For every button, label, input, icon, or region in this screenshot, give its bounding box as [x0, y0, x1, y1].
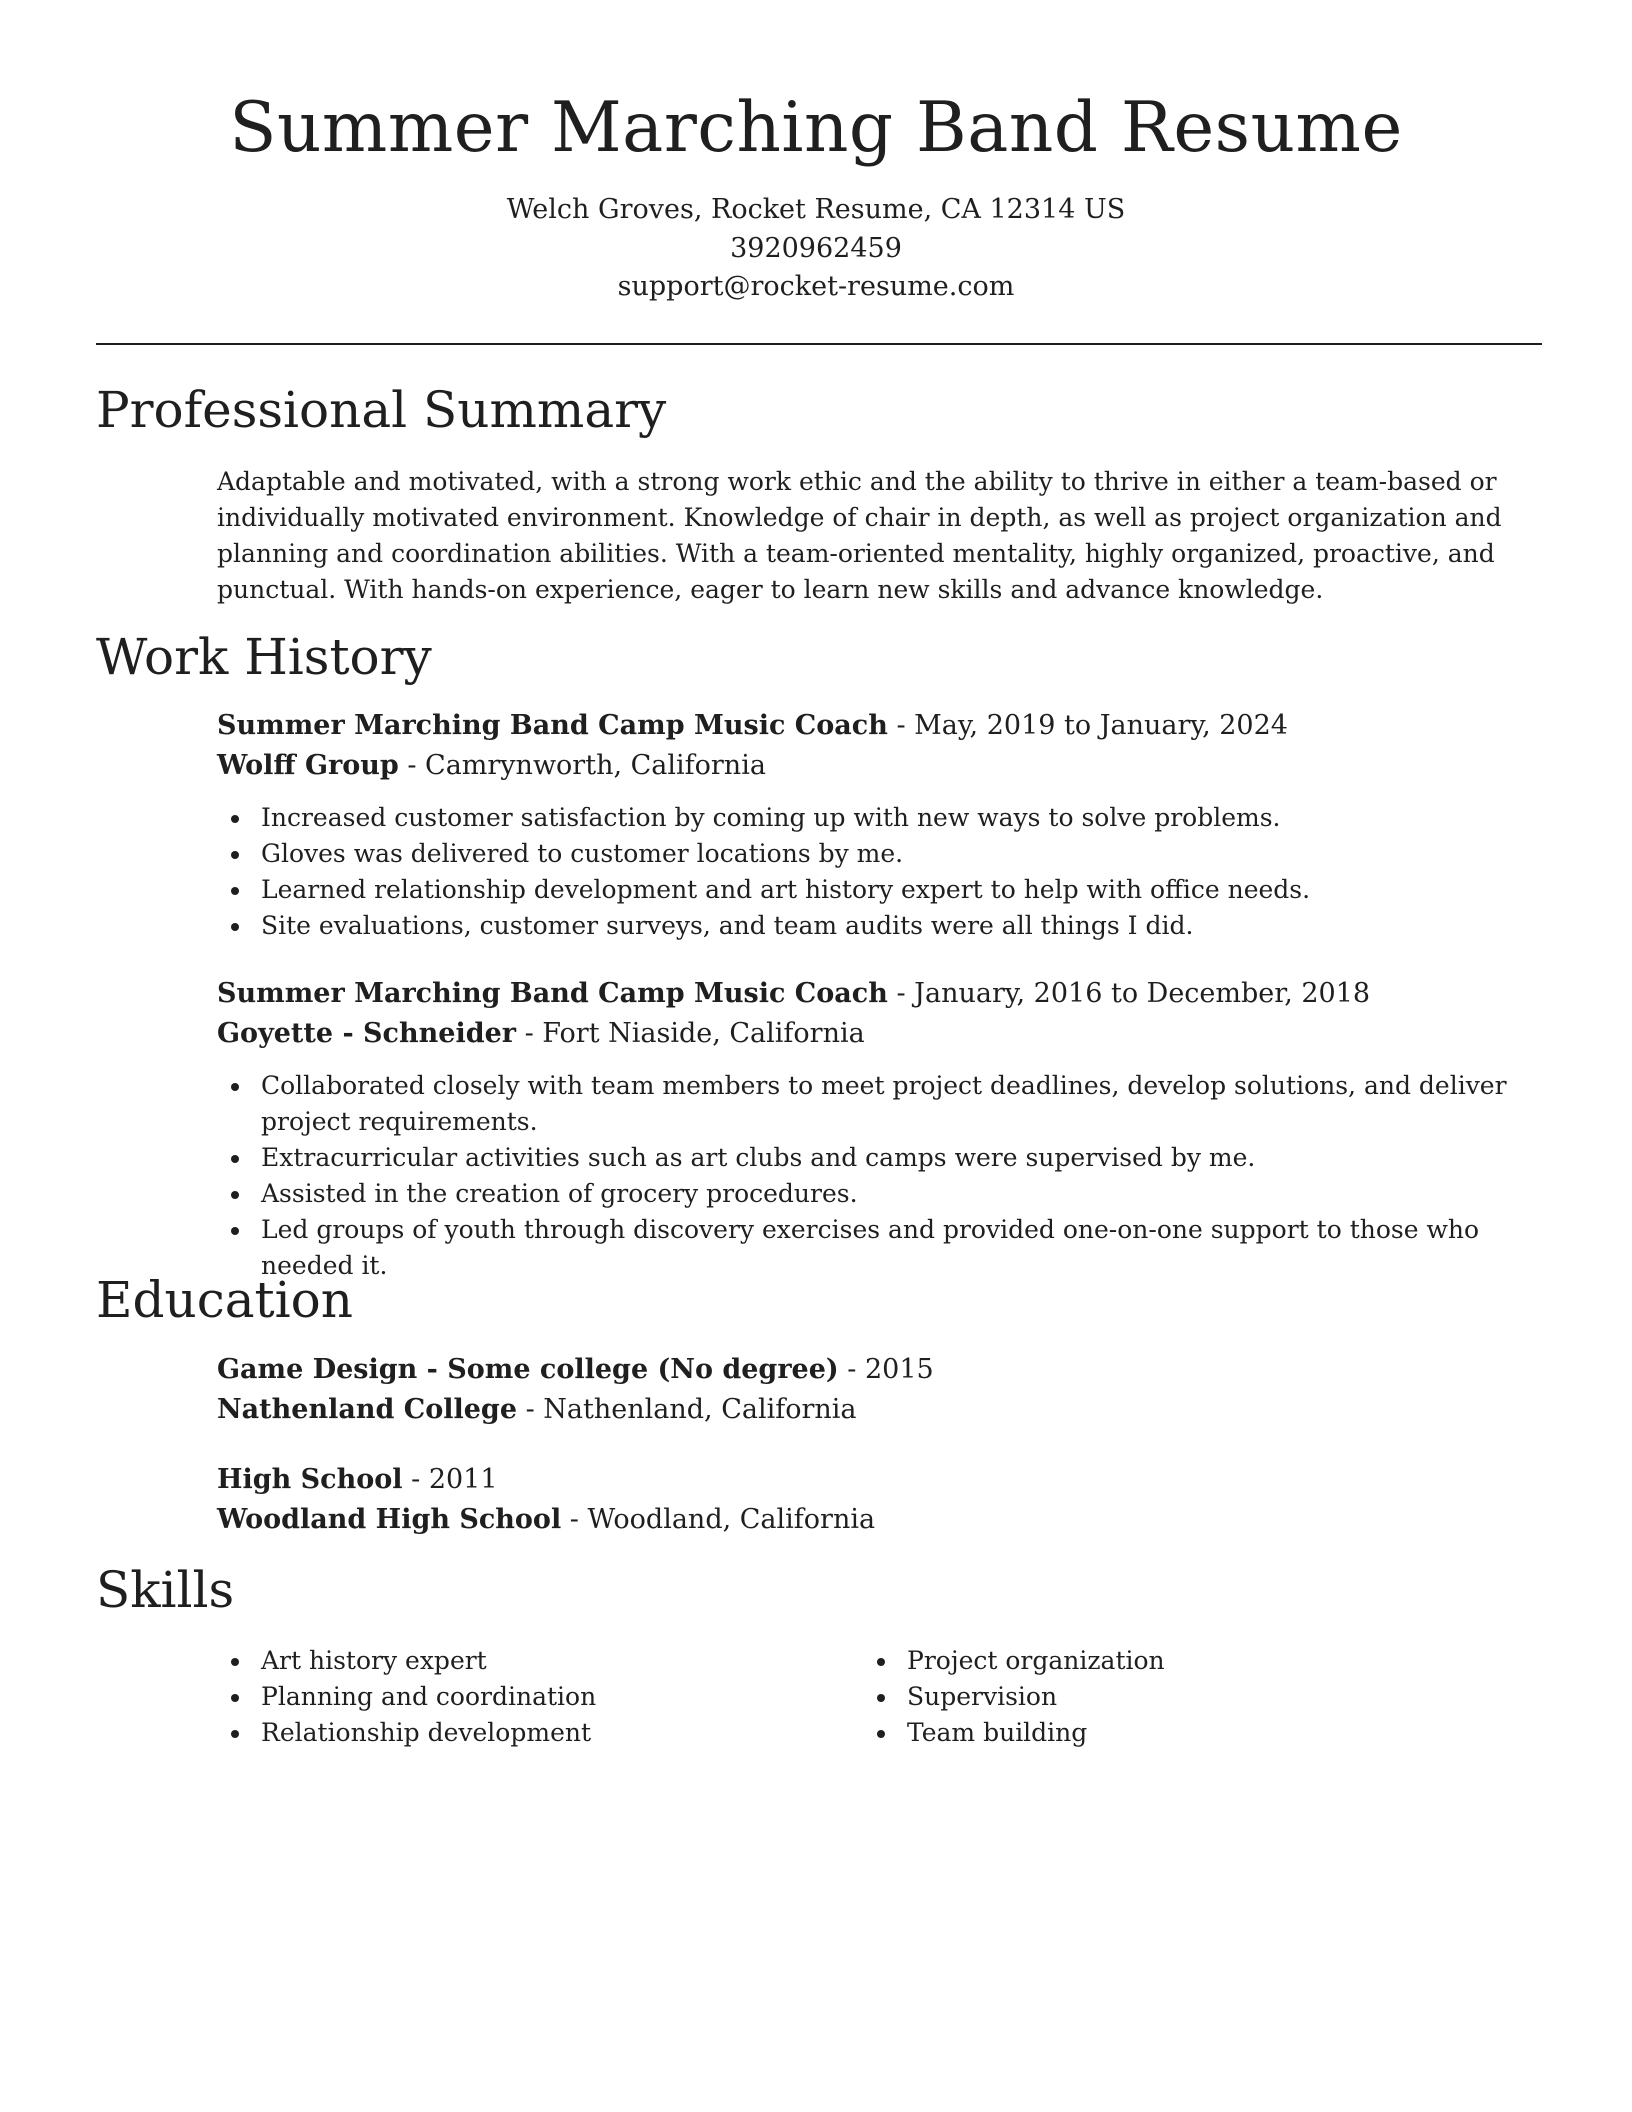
job-bullets: [217, 1068, 1547, 1284]
summary-text: Adaptable and motivated, with a strong work ethic and the ability to thrive in either a team-based or individually motivated environment. Knowledge of chair in depth, as well as project organization and planning and coordination abilities. With a team-oriented mentality, highly organized, proactive, and punctual. With hands-on experience, eager to learn new skills and advance knowledge.: [217, 467, 1502, 604]
skills-list-left: [217, 1643, 817, 1751]
list-item: Increased customer satisfaction by coming up with new ways to solve problems.: [217, 800, 1547, 836]
education-degree-line: [217, 1350, 934, 1390]
job-location: - Fort Niaside, California: [515, 1018, 865, 1049]
summary-heading: Professional Summary: [96, 381, 667, 439]
education-degree: High School: [217, 1464, 403, 1495]
skill-item: Planning and coordination: [217, 1679, 817, 1715]
skills-list-right: [863, 1643, 1463, 1751]
education-heading: Education: [96, 1271, 353, 1329]
list-item: Extracurricular activities such as art clubs and camps were supervised by me.: [217, 1140, 1547, 1176]
skill-item: Art history expert: [217, 1643, 817, 1679]
job-dates: - January, 2016 to December, 2018: [887, 978, 1371, 1009]
skill-item: Project organization: [863, 1643, 1463, 1679]
resume-title: Summer Marching Band Resume: [229, 88, 1403, 168]
skill-item: Supervision: [863, 1679, 1463, 1715]
work-history-heading: Work History: [96, 628, 432, 686]
education-school: Nathenland College: [217, 1394, 517, 1425]
job-company-line: [217, 1014, 865, 1054]
job-location: - Camrynworth, California: [398, 750, 766, 781]
job-title-line: [217, 974, 1370, 1014]
job-title: Summer Marching Band Camp Music Coach: [217, 978, 888, 1009]
education-school-line: [217, 1390, 857, 1430]
list-item: Collaborated closely with team members to meet project deadlines, develop solutions, and deliver project requirements.: [217, 1068, 1547, 1140]
job-bullets: [217, 800, 1547, 944]
contact-address: Welch Groves, Rocket Resume, CA 12314 US: [506, 194, 1126, 225]
job-company: Wolff Group: [217, 750, 399, 781]
education-school: Woodland High School: [217, 1504, 562, 1535]
list-item: Site evaluations, customer surveys, and team audits were all things I did.: [217, 908, 1547, 944]
education-location: - Woodland, California: [561, 1504, 876, 1535]
skills-heading: Skills: [96, 1561, 235, 1619]
header-divider: [96, 343, 1542, 345]
job-company-line: [217, 746, 766, 786]
job-dates: - May, 2019 to January, 2024: [887, 710, 1288, 741]
education-degree-line: [217, 1460, 498, 1500]
list-item: Assisted in the creation of grocery procedures.: [217, 1176, 1547, 1212]
job-title: Summer Marching Band Camp Music Coach: [217, 710, 888, 741]
list-item: Gloves was delivered to customer locations by me.: [217, 836, 1547, 872]
education-year: - 2015: [838, 1354, 934, 1385]
list-item: Learned relationship development and art history expert to help with office needs.: [217, 872, 1547, 908]
education-year: - 2011: [402, 1464, 498, 1495]
job-company: Goyette - Schneider: [217, 1018, 516, 1049]
list-item: Led groups of youth through discovery exercises and provided one-on-one support to those who needed it.: [217, 1212, 1547, 1284]
contact-email: support@rocket-resume.com: [617, 271, 1015, 302]
education-location: - Nathenland, California: [517, 1394, 857, 1425]
skill-item: Relationship development: [217, 1715, 817, 1751]
education-school-line: [217, 1500, 875, 1540]
contact-phone: 3920962459: [730, 233, 902, 264]
education-degree: Game Design - Some college (No degree): [217, 1354, 839, 1385]
job-title-line: [217, 706, 1288, 746]
skill-item: Team building: [863, 1715, 1463, 1751]
